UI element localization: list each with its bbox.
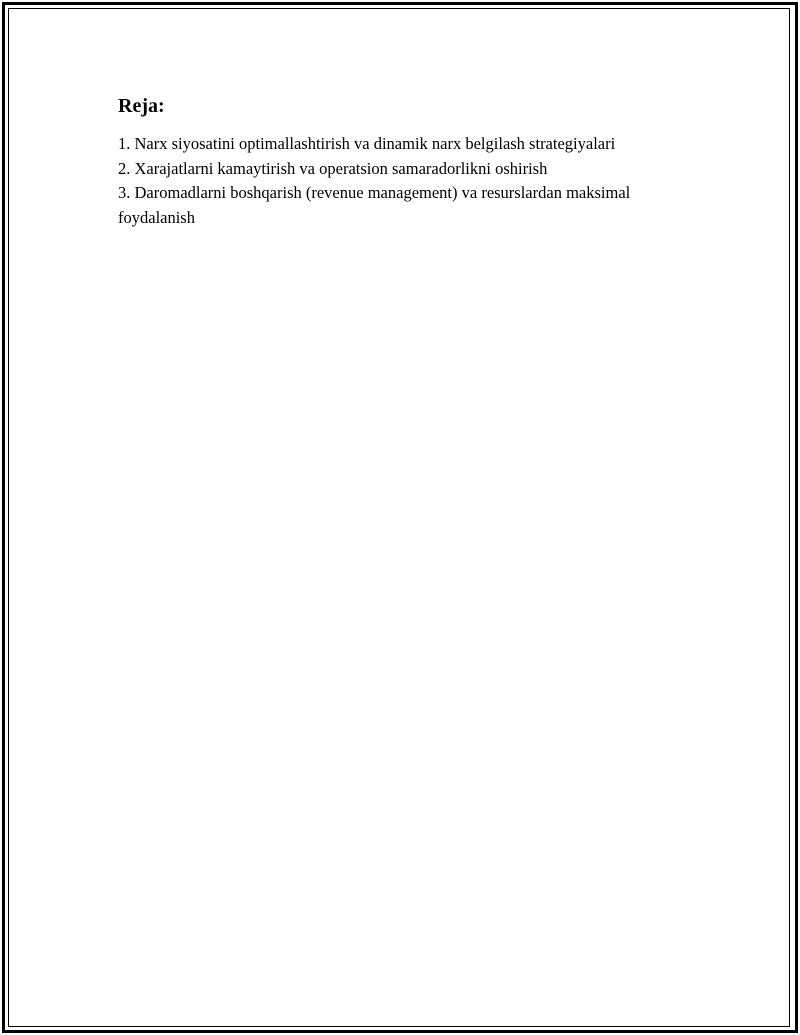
- plan-item-3: 3. Daromadlarni boshqarish (revenue management) va resurslardan maksimal foydalanish: [118, 183, 631, 227]
- plan-item-1: 1. Narx siyosatini optimallashtirish va dinamik narx belgilash strategiyalari: [118, 134, 616, 153]
- plan-item-2: 2. Xarajatlarni kamaytirish va operatsion samaradorlikni oshirish: [118, 158, 548, 178]
- plan-heading: Reja:: [118, 95, 165, 117]
- plan-list: [118, 132, 688, 230]
- document-content: [118, 94, 688, 230]
